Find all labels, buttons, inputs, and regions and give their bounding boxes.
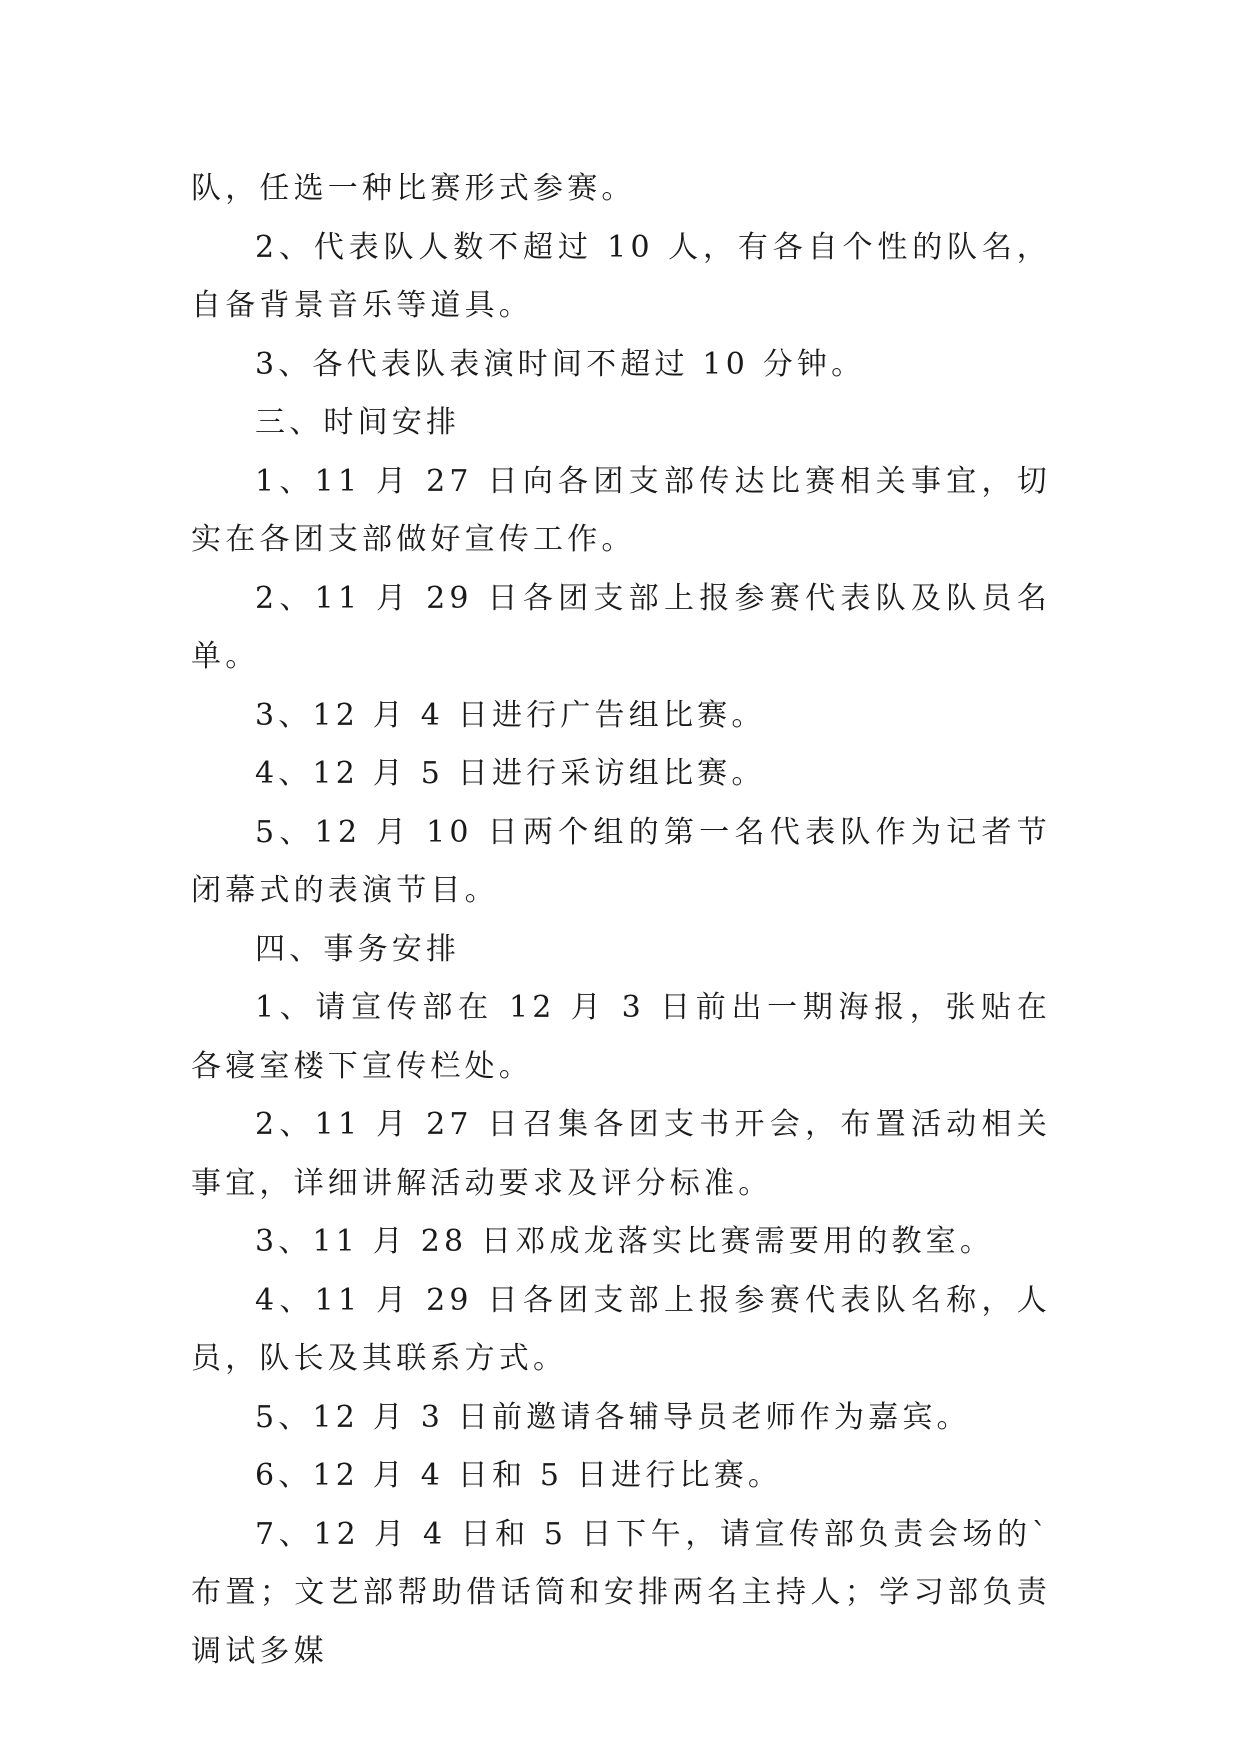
paragraph-affairs-6: 6、12 月 4 日和 5 日进行比赛。	[255, 1458, 783, 1493]
paragraph-schedule-3: 3、12 月 4 日进行广告组比赛。	[255, 697, 766, 733]
paragraph-affairs-4: 4、11 月 29 日各团支部上报参赛代表队名称，人员，队长及其联系方式。	[191, 1282, 1051, 1376]
document-body	[191, 160, 1051, 1681]
paragraph-continuation: 队，任选一种比赛形式参赛。	[191, 171, 636, 206]
paragraph-schedule-4: 4、12 月 5 日进行采访组比赛。	[255, 756, 766, 791]
section-heading-affairs: 四、事务安排	[255, 931, 461, 967]
paragraph-item-3-time-limit: 3、各代表队表演时间不超过 10 分钟。	[255, 346, 866, 382]
paragraph-schedule-1: 1、11 月 27 日向各团支部传达比赛相关事宜，切实在各团支部做好宣传工作。	[191, 463, 1051, 557]
paragraph-item-2-team-size: 2、代表队人数不超过 10 人，有各自个性的队名，自备背景音乐等道具。	[191, 229, 1051, 323]
section-heading-schedule: 三、时间安排	[255, 405, 461, 440]
paragraph-affairs-7: 7、12 月 4 日和 5 日下午，请宣传部负责会场的`布置；文艺部帮助借话筒和安排两名主持人；学习部负责调试多媒	[191, 1516, 1051, 1669]
paragraph-affairs-3: 3、11 月 28 日邓成龙落实比赛需要用的教室。	[255, 1224, 995, 1259]
paragraph-schedule-2: 2、11 月 29 日各团支部上报参赛代表队及队员名单。	[191, 580, 1051, 674]
paragraph-schedule-5: 5、12 月 10 日两个组的第一名代表队作为记者节闭幕式的表演节目。	[191, 814, 1051, 908]
paragraph-affairs-5: 5、12 月 3 日前邀请各辅导员老师作为嘉宾。	[255, 1399, 971, 1435]
paragraph-affairs-2: 2、11 月 27 日召集各团支书开会，布置活动相关事宜，详细讲解活动要求及评分标准。	[191, 1107, 1051, 1201]
paragraph-affairs-1: 1、请宣传部在 12 月 3 日前出一期海报，张贴在各寝室楼下宣传栏处。	[191, 990, 1051, 1084]
